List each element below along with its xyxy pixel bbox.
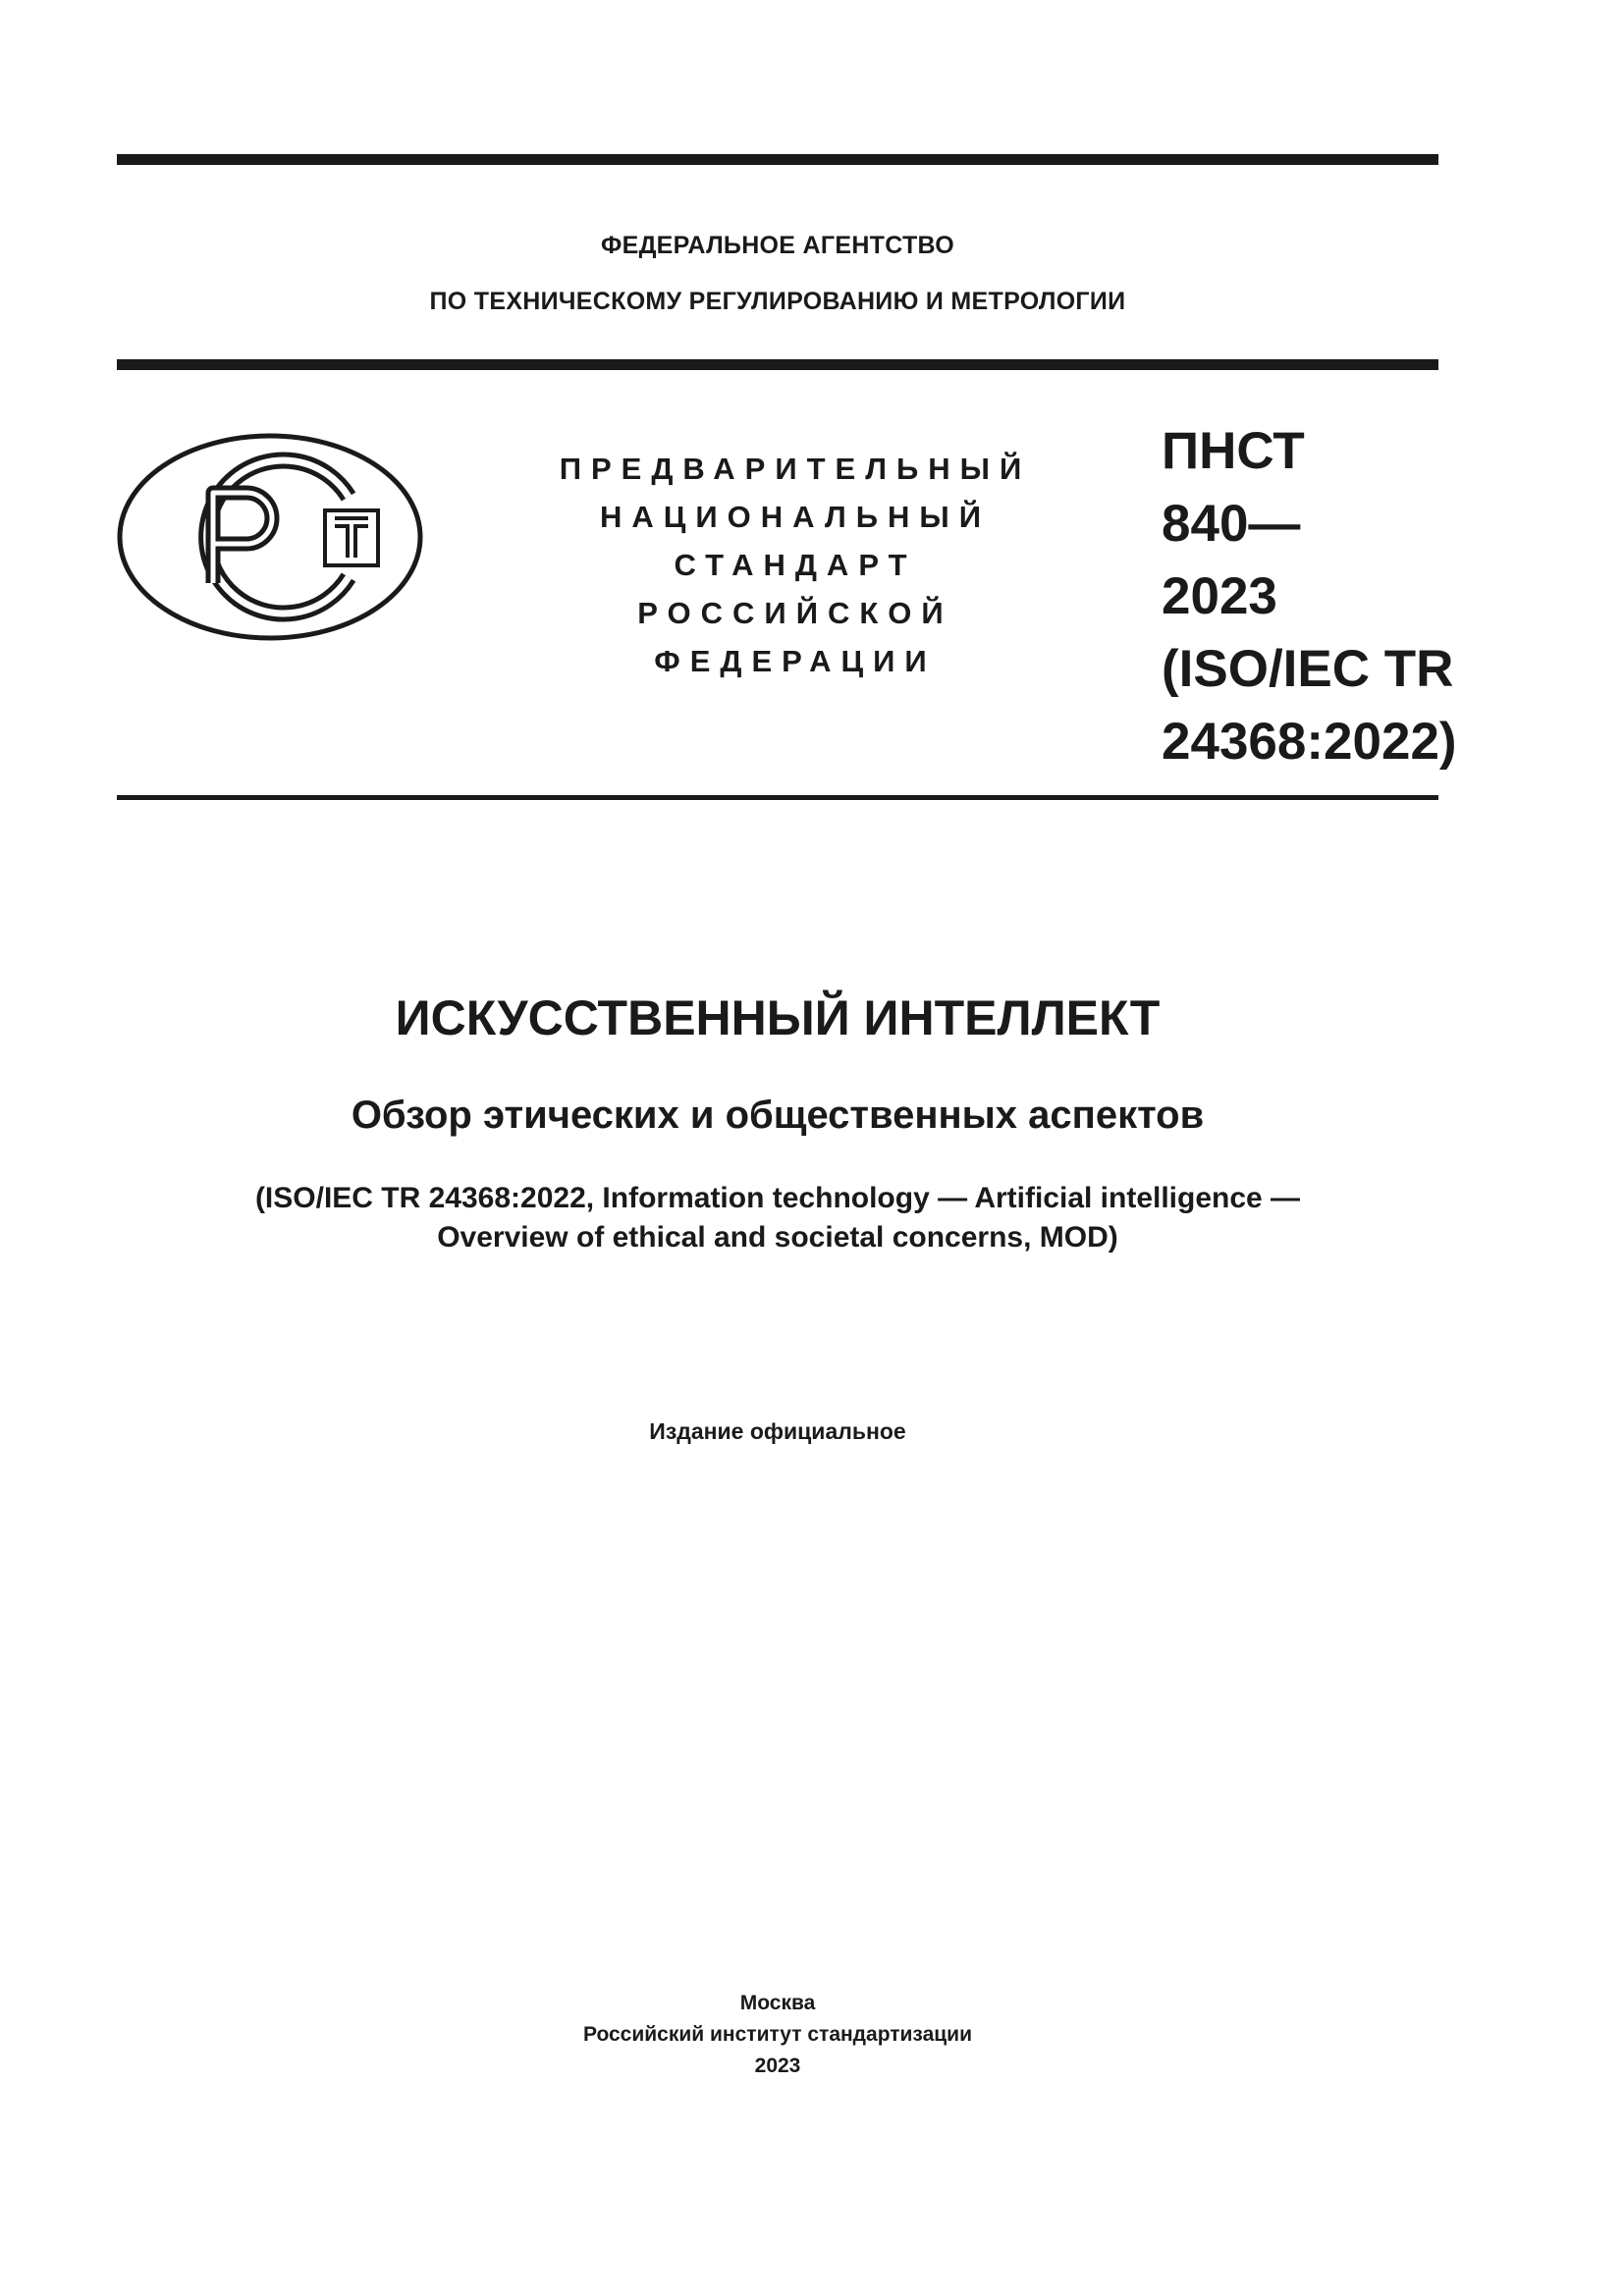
standard-type-line: РОССИЙСКОЙ [637, 596, 953, 630]
imprint-city: Москва [739, 1992, 816, 2014]
standard-type-line: ПРЕДВАРИТЕЛЬНЫЙ [559, 452, 1032, 486]
designation-line: 2023 [1162, 567, 1277, 625]
gost-r-mark-icon [115, 428, 429, 644]
designation-line: ПНСТ [1162, 422, 1305, 480]
imprint-year: 2023 [754, 2055, 801, 2077]
edition-label: Издание официальное [649, 1418, 906, 1444]
agency-line-2: ПО ТЕХНИЧЕСКОМУ РЕГУЛИРОВАНИЮ И МЕТРОЛОГИИ [429, 288, 1126, 315]
agency-line-1: ФЕДЕРАЛЬНОЕ АГЕНТСТВО [600, 232, 955, 259]
international-reference [117, 1179, 1438, 1257]
agency-header [117, 218, 1438, 330]
imprint-publisher: Российский институт стандартизации [582, 2023, 973, 2046]
standard-type-line: ФЕДЕРАЦИИ [654, 644, 937, 678]
document-subtitle: Обзор этических и общественных аспектов [351, 1094, 1205, 1137]
imprint-block [117, 1988, 1438, 2082]
top-divider [117, 154, 1438, 165]
lower-divider [117, 795, 1438, 800]
standard-designation [1162, 415, 1457, 778]
international-reference-line-1: (ISO/IEC TR 24368:2022, Information technology — Artificial intelligence — [254, 1182, 1301, 1214]
designation-line: 840— [1162, 495, 1301, 553]
standard-type-block [530, 445, 1060, 685]
international-reference-line-2: Overview of ethical and societal concerns, MOD) [437, 1221, 1118, 1254]
designation-line: (ISO/IEC TR [1162, 640, 1454, 698]
middle-divider [117, 359, 1438, 370]
designation-line: 24368:2022) [1162, 713, 1457, 771]
standard-type-line: НАЦИОНАЛЬНЫЙ [599, 500, 992, 534]
standard-type-line: СТАНДАРТ [674, 548, 917, 582]
document-title: ИСКУССТВЕННЫЙ ИНТЕЛЛЕКТ [395, 990, 1161, 1045]
